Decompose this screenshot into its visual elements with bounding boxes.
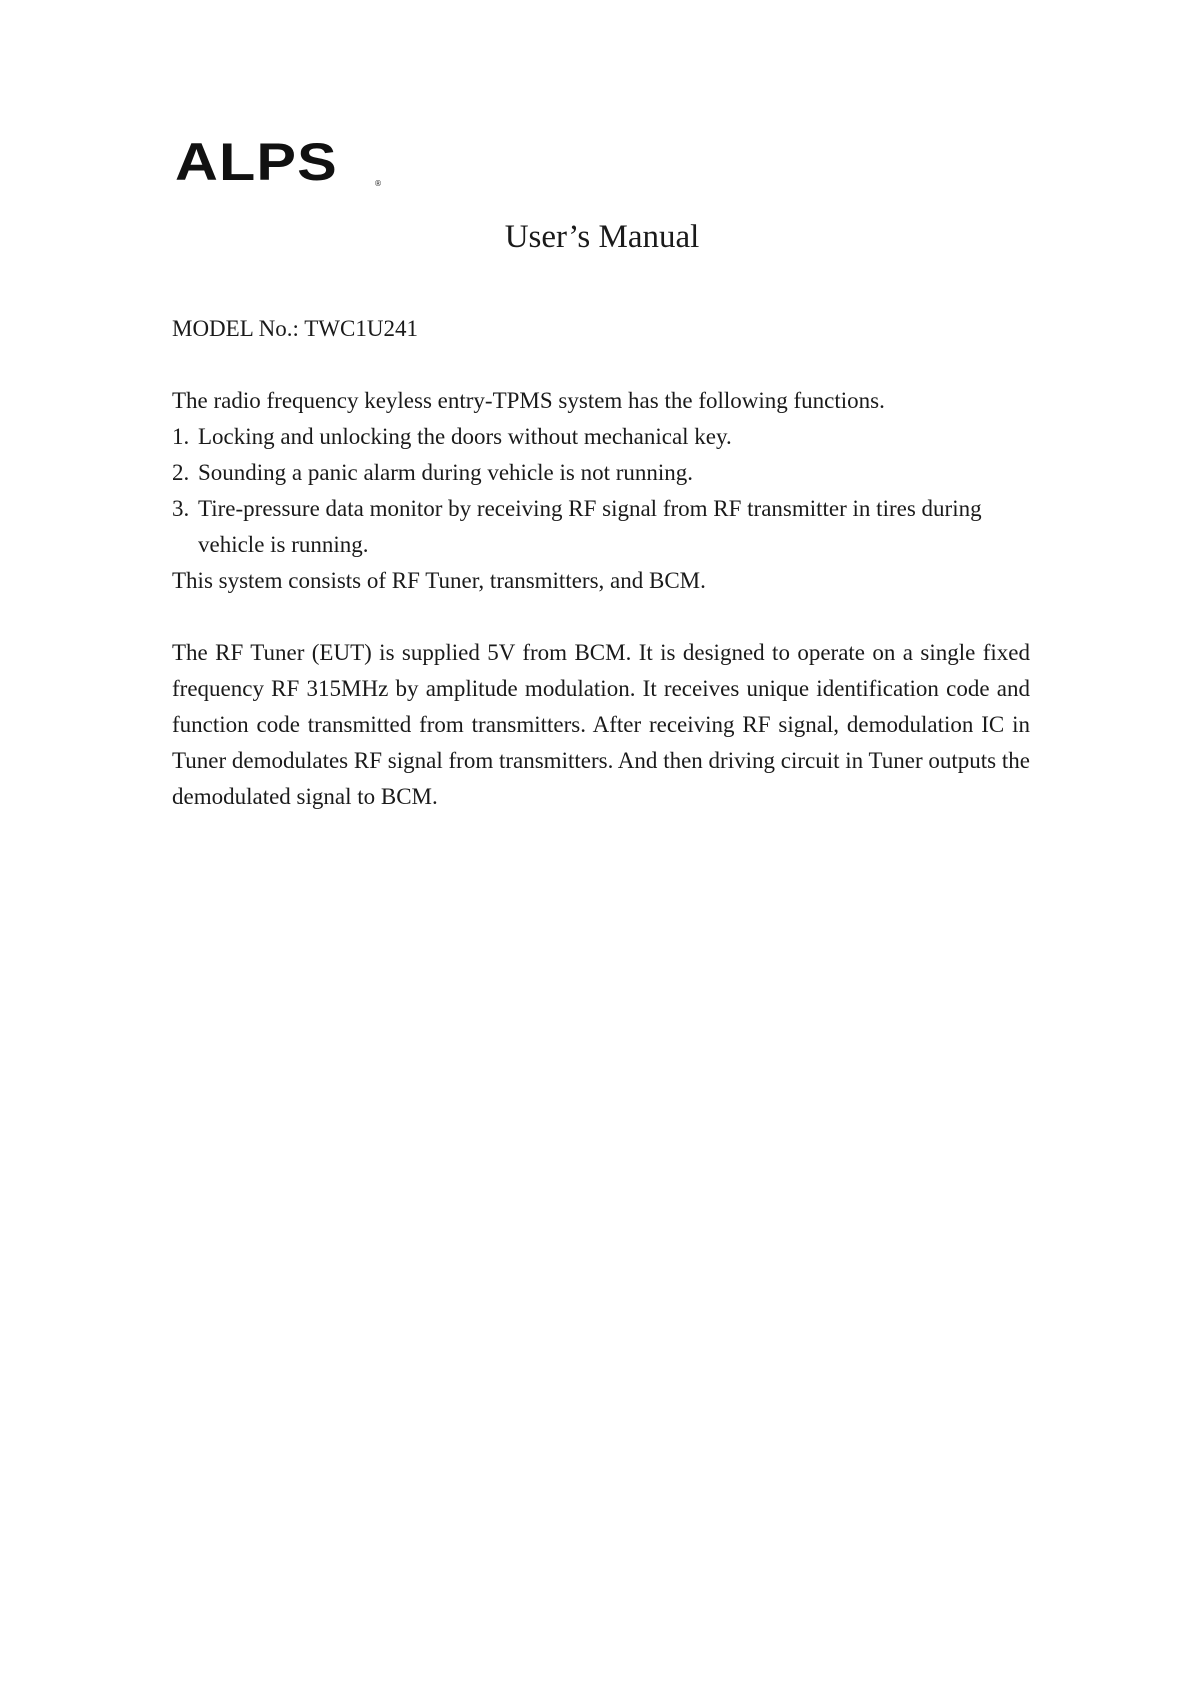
registered-mark: ®	[374, 179, 382, 188]
list-item-text: Locking and unlocking the doors without mechanical key.	[198, 424, 732, 449]
list-item	[172, 419, 1030, 455]
intro-paragraph: The radio frequency keyless entry-TPMS system has the following functions.	[172, 388, 885, 413]
list-item-text: Tire-pressure data monitor by receiving RF signal from RF transmitter in tires during vehicle is running.	[198, 496, 982, 557]
list-item-number: 3.	[172, 496, 190, 521]
model-number: MODEL No.: TWC1U241	[172, 316, 418, 341]
system-note: This system consists of RF Tuner, transmitters, and BCM.	[172, 568, 706, 593]
description-paragraph: The RF Tuner (EUT) is supplied 5V from BCM. It is designed to operate on a single fixed frequency RF 315MHz by amplitude modulation. It receives unique identification code and function code transmitted from transmitters. After receiving RF signal, demodulation IC in Tuner demodulates RF signal from transmitters. And then driving circuit in Tuner outputs the demodulated signal to BCM.	[172, 640, 1030, 809]
list-item-number: 1.	[172, 424, 190, 449]
list-item-text: Sounding a panic alarm during vehicle is not running.	[198, 460, 694, 485]
document-title: User’s Manual	[504, 219, 700, 255]
list-item	[172, 455, 1030, 491]
paragraph-spacer	[172, 599, 1030, 635]
list-item-number: 2.	[172, 460, 190, 485]
functions-list	[172, 419, 1030, 563]
alps-logo: ALPS	[175, 133, 338, 192]
list-item	[172, 491, 1030, 563]
document-body	[172, 383, 1030, 815]
